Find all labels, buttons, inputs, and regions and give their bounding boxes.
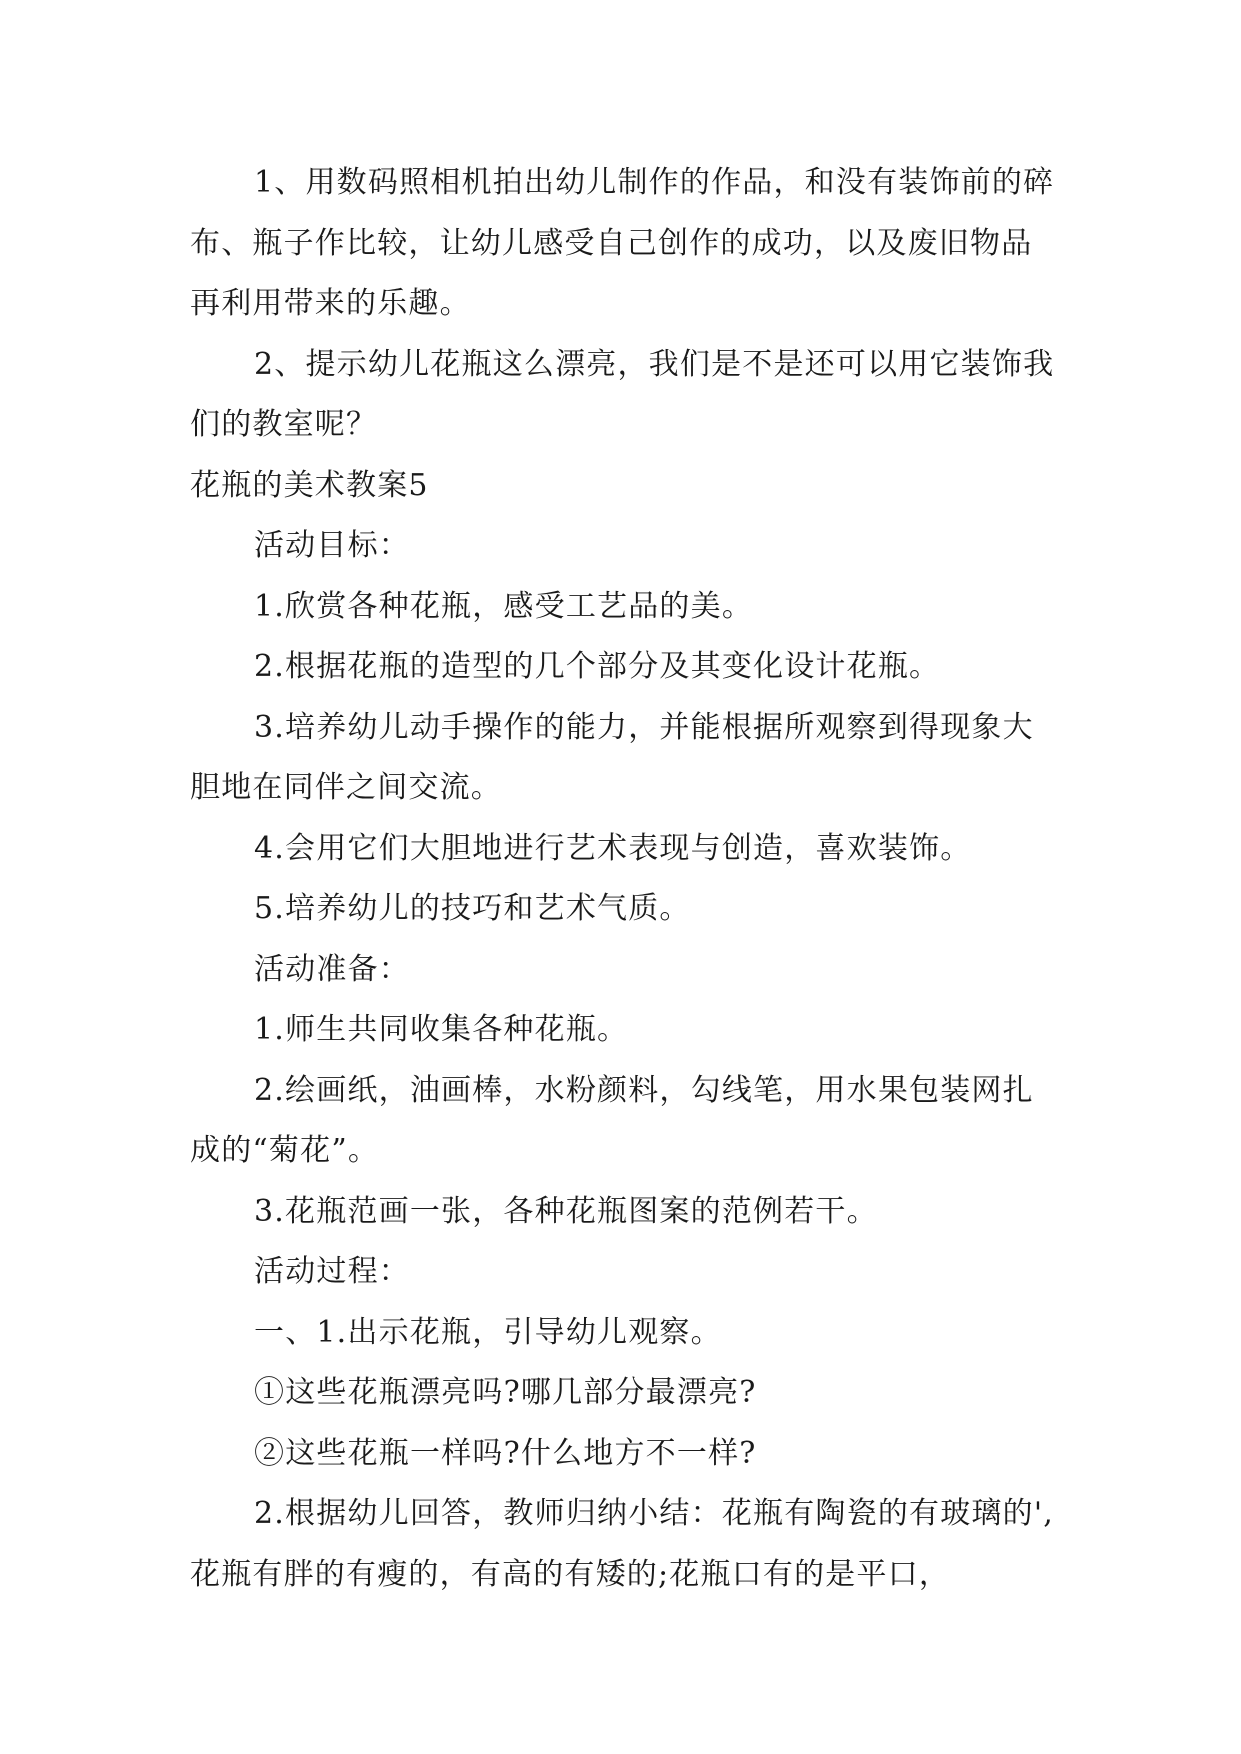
list-item: 4.会用它们大胆地进行艺术表现与创造，喜欢装饰。 xyxy=(254,830,972,866)
list-item: 一、1.出示花瓶，引导幼儿观察。 xyxy=(254,1314,722,1350)
document-body xyxy=(190,153,1055,1605)
list-item: 1.师生共同收集各种花瓶。 xyxy=(254,1012,629,1047)
subheading: 活动目标： xyxy=(254,528,410,563)
list-item: 2.绘画纸，油画棒，水粉颜料，勾线笔，用水果包装网扎成的“菊花”。 xyxy=(190,1072,1034,1168)
paragraph: 1、用数码照相机拍出幼儿制作的作品，和没有装饰前的碎布、瓶子作比较，让幼儿感受自己创作的成功，以及废旧物品再利用带来的乐趣。 xyxy=(190,165,1055,321)
list-item: 2.根据花瓶的造型的几个部分及其变化设计花瓶。 xyxy=(254,649,941,684)
list-item: ②这些花瓶一样吗?什么地方不一样? xyxy=(254,1435,757,1471)
list-item: 1.欣赏各种花瓶，感受工艺品的美。 xyxy=(254,588,754,624)
subheading: 活动准备： xyxy=(254,951,410,987)
list-item: 5.培养幼儿的技巧和艺术气质。 xyxy=(254,891,691,926)
list-item: 3.花瓶范画一张，各种花瓶图案的范例若干。 xyxy=(254,1193,878,1229)
section-heading: 花瓶的美术教案5 xyxy=(190,467,429,503)
list-item: 3.培养幼儿动手操作的能力，并能根据所观察到得现象大胆地在同伴之间交流。 xyxy=(190,709,1034,805)
list-item: ①这些花瓶漂亮吗?哪几部分最漂亮? xyxy=(254,1375,757,1410)
paragraph: 2、提示幼儿花瓶这么漂亮，我们是不是还可以用它装饰我们的教室呢？ xyxy=(190,346,1055,442)
paragraph: 2.根据幼儿回答，教师归纳小结：花瓶有陶瓷的有玻璃的',花瓶有胖的有瘦的，有高的有矮的;花瓶口有的是平口， xyxy=(190,1496,1055,1592)
subheading: 活动过程： xyxy=(254,1254,410,1289)
